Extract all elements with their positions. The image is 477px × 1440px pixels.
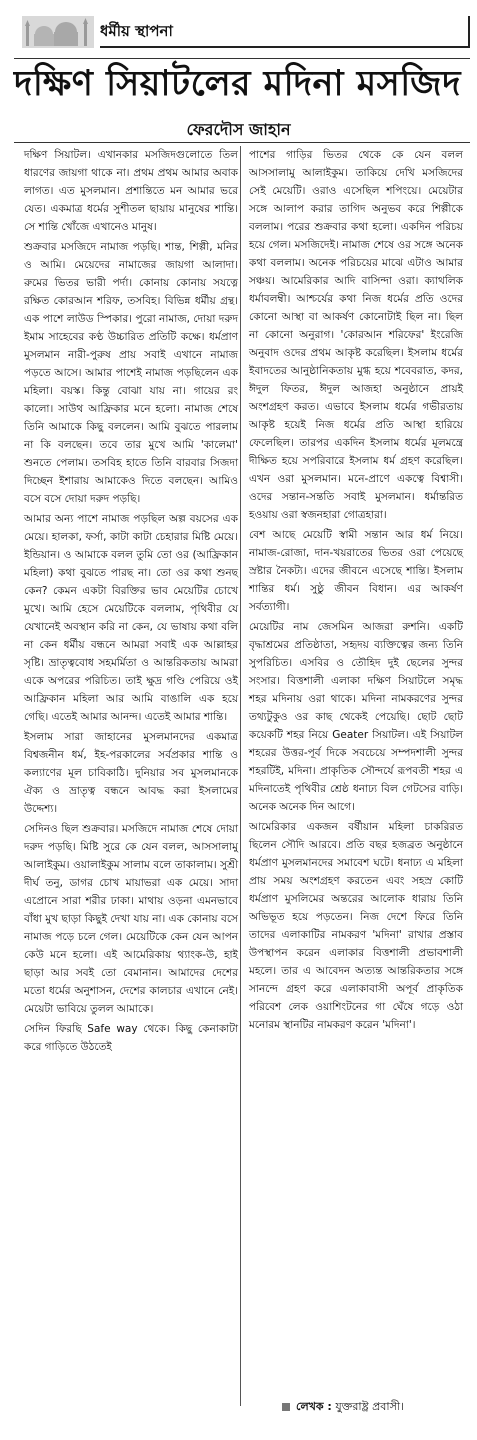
paragraph: পাশের গাড়ির ভিতর থেকে কে যেন বলল আসসালামু আলাইকুম। তাকিয়ে দেখি মসজিদের সেই মেয়েটি। ওরাও এসেছিল শপিংয়ে। মেয়েটার সঙ্গে আলাপ করার তাগিদ অনুভব করে শিল্পীকে বললাম। পরের শুক্রবার কথা হলো। একদিন পরিচয় হয়ে গেল। মসজিদেই। নামাজ শেষে ওর সঙ্গে অনেক কথা বললাম। অনেক পরিচয়ের মাঝে এটাও আমার সঞ্চয়। আমেরিকার আদি বাসিন্দা ওরা। ক্যাথলিক ধর্মাবলম্বী। আশ্চর্যের কথা নিজ ধর্মের প্রতি ওদের কোনো আস্থা বা আকর্ষণ কোনোটাই ছিল না। ছিল না কোনো অনুরাগ। 'কোরআন শরিফের' ইংরেজি অনুবাদ ওদের প্রথম আকৃষ্ট করেছিল। ইসলাম ধর্মের ইবাদতের আনুষ্ঠানিকতায় মুগ্ধ হয়ে শবেবরাত, কদর, ঈদুল ফিতর, ঈদুল আজহা অনুষ্ঠানে প্রায়ই অংশগ্রহণ করত। এভাবে ইসলাম ধর্মের গভীরতায় আকৃষ্ট হয়েই নিজ ধর্মের প্রতি আস্থা হারিয়ে ফেলেছিল। তারপর একদিন ইসলাম ধর্মের মূলমন্ত্রে দীক্ষিত হয়ে সপরিবারে ইসলাম ধর্ম গ্রহণ করেছিল। এখন ওরা মুসলমান। মনে-প্রাণে একত্বে বিশ্বাসী। ওদের সন্তান-সন্ততি সবাই মুসলমান। ধর্মান্তরিত হওয়ায় ওরা স্বজনহারা গোত্রহারা।: [249, 149, 463, 521]
paragraph: শুক্রবার মসজিদে নামাজ পড়ছি। শান্ত, শিল্পী, মনির ও আমি। মেয়েদের নামাজের জায়গা আলাদা। রুমের ভিতর ভারী পর্দা। কোনায় কোনায় সযত্নে রক্ষিত কোরআন শরিফ, তসবিহ। বিভিন্ন ধর্মীয় গ্রন্থ। এক পাশে লাউড স্পিকার। পুরো নামাজ, দোয়া দরুদ ইমাম সাহেবের কণ্ঠ উচ্চারিত প্রতিটি কক্ষে। ধর্মপ্রাণ মুসলমান নারী-পুরুষ প্রায় সবাই এখানে নামাজ পড়তে আসে। আমার পাশেই নামাজ পড়ছিলেন এক মহিলা। বয়স্ক। কিন্তু বোঝা যায় না। গায়ের রং কালো। সাউথ আফ্রিকার মনে হলো। নামাজ শেষে তিনি আমাকে কিছু বললেন। আমি বুঝতে পারলাম না কি বলছেন। তবে তার মুখে আমি 'কালেমা' শুনতে পেলাম। তসবিহ হাতে তিনি বারবার সিজদা দিচ্ছেন ইশারায় আমাকেও দিতে বলছেন। আমিও বসে বসে দোয়া দরুদ পড়ছি।: [24, 241, 238, 505]
author-note-label: লেখক :: [296, 1400, 332, 1413]
article-column-right: [249, 146, 463, 1036]
paragraph: দক্ষিণ সিয়াটল। এখানকার মসজিদগুলোতে তিল ধারণের জায়গা থাকে না। প্রথম প্রথম আমার অবাক লাগত। এত মুসলমান। প্রশান্তিতে মন আমার ভরে যেত। একমাত্র ধর্মের সুশীতল ছায়ায় মানুষের শান্তি। সে শান্তি খোঁজে এখানেও মানুষ।: [24, 149, 238, 233]
paragraph: মেয়েটির নাম জেসমিন আজরা রুশনি। একটি বৃদ্ধাশ্রমের প্রতিষ্ঠাতা, সহৃদয় ব্যক্তিত্বের জন্য তিনি সুপরিচিত। এসবির ও তৌহিদ দুই ছেলের সুন্দর সংসার। বিত্তশালী এলাকা দক্ষিণ সিয়াটলে সমৃদ্ধ শহর মদিনায় ওরা থাকে। মদিনা নামকরণের সুন্দর তথ্যটুকুও ওর কাছ থেকেই পেয়েছি। ছোট ছোট কয়েকটি শহর নিয়ে Geater সিয়াটল। এই সিয়াটল শহরের উত্তর-পূর্ব দিকে সবচেয়ে সম্পদশালী সুন্দর শহরটিই, মদিনা। প্রাকৃতিক সৌন্দর্যে রূপবতী শহর এ মদিনাতেই পৃথিবীর শ্রেষ্ঠ ধনাঢ্য বিল গেটসের বাড়ি। অনেক অনেক দিন আগে।: [249, 621, 463, 813]
header-rule-end: [468, 16, 470, 48]
paragraph: বেশ আছে মেয়েটি স্বামী সন্তান আর ধর্ম নিয়ে। নামাজ-রোজা, দান-খয়রাতের ভিতর ওরা পেয়েছে স্রষ্টার নৈকট্য। এদের জীবনে এসেছে শান্তি। ইসলাম শান্তির ধর্ম। সুষ্ঠু জীবন বিধান। এর আকর্ষণ সর্বত্যাগী।: [249, 529, 463, 613]
column-divider: [240, 146, 241, 1406]
paragraph: ইসলাম সারা জাহানের মুসলমানদের একমাত্র বিশ্বজনীন ধর্ম, ইহ-পরকালের সর্বপ্রকার শান্তি ও কল্যাণের মূল চাবিকাঠি। দুনিয়ার সব মুসলমানকে ঐক্য ও ভ্রাতৃত্ব বন্ধনে আবদ্ধ করা ইসলামের উদ্দেশ্য।: [24, 731, 238, 815]
section-label: ধর্মীয় স্থাপনা: [100, 22, 173, 40]
mosque-silhouette-icon: [22, 16, 94, 48]
paragraph: আমার অন্য পাশে নামাজ পড়ছিল অল্প বয়সের এক মেয়ে। হালকা, ফর্সা, কাটা কাটা চেহারার মিষ্টি মেয়ে। ইন্ডিয়ান। ও আমাকে বলল তুমি তো ওর (আফ্রিকান মহিলা) কথা বুঝতে পারছ না। তো ওর কথা শুনছ কেন? কেমন একটা বিরক্তির ভাব মেয়েটির চোখে মুখে। আমি হেসে মেয়েটিকে বললাম, পৃথিবীর যে যেখানেই অবস্থান করি না কেন, যে ভাষায় কথা বলি না কেন ধর্মীয় বন্ধনে আমরা সবাই এক আল্লাহর সৃষ্টি। ভ্রাতৃত্ববোধ সহমর্মিতা ও আন্তরিকতায় আমরা একে অপরের পরিচিত। তাই ক্ষুদ্র গণ্ডি পেরিয়ে ওই আফ্রিকান মহিলা আর আমি বাঙালি এক হয়ে গেছি। এতেই আমার আনন্দ। এতেই আমার শান্তি।: [24, 513, 238, 723]
bullet-square-icon: [282, 1403, 290, 1411]
header-rule: [100, 46, 470, 48]
paragraph: আমেরিকার একজন বর্ষীয়ান মহিলা চাকরিরত ছিলেন সৌদি আরবে। প্রতি বছর হজব্রত অনুষ্ঠানে ধর্মপ্রাণ মুসলমানদের সমাবেশ ঘটে। ধনাঢ্য এ মহিলা প্রায় সময় অংশগ্রহণ করতেন এবং সহস্র কোটি ধর্মপ্রাণ মুসলিমের অন্তরের আলোক ধারায় তিনি অভিভূত হয়ে পড়তেন। নিজ দেশে ফিরে তিনি তাদের এলাকাটির নামকরণ 'মদিনা' রাখার প্রস্তাব উপস্থাপন করেন এলাকার বিত্তশালী প্রভাবশালী মহলে। তার এ আবেদন অত্যন্ত আন্তরিকতার সঙ্গে সানন্দে গ্রহণ করে এলাকাবাসী অপূর্ব প্রাকৃতিক পরিবেশ লেক ওয়াশিংটনের গা ঘেঁষে গড়ে ওঠা মনোরম স্থানটির নামকরণ করেন 'মদিনা'।: [249, 821, 463, 1031]
headline-top-rule: [14, 58, 470, 59]
article-byline: ফেরদৌস জাহান: [186, 120, 291, 139]
author-note-text: যুক্তরাষ্ট্র প্রবাসী।: [335, 1400, 404, 1413]
author-note: [282, 1398, 470, 1416]
section-header: [22, 16, 470, 50]
article-headline: দক্ষিণ সিয়াটলের মদিনা মসজিদ: [14, 64, 461, 104]
paragraph: সেদিন ফিরছি Safe way থেকে। কিছু কেনাকাটা করে গাড়িতে উঠতেই: [24, 1023, 238, 1053]
byline-bottom-rule: [14, 142, 470, 143]
article-column-left: [24, 146, 238, 1058]
paragraph: সেদিনও ছিল শুক্রবার। মসজিদে নামাজ শেষে দোয়া দরুদ পড়ছি। মিষ্টি সুরে কে যেন বলল, আসসালামু আলাইকুম। ওয়ালাইকুম সালাম বলে তাকালাম। সুশ্রী দীর্ঘ তনু, ডাগর চোখ মায়াভরা এক মেয়ে। সাদা এপ্রোনে সারা শরীর ঢাকা। মাথায় ওড়না এমনভাবে বাঁধা মুখ ছাড়া কিছুই দেখা যায় না। এক কোনায় বসে নামাজ পড়ে চলে গেল। মেয়েটিকে কেন যেন আপন কেউ মনে হলো। এই আমেরিকায় থ্যাংক-উ, হাই ছাড়া আর সবই তো বেমানান। আমাদের দেশের মতো ধর্মের অনুশাসন, দেশের কালচার এখানে নেই। মেয়েটা ভাবিয়ে তুলল আমাকে।: [24, 823, 238, 1015]
